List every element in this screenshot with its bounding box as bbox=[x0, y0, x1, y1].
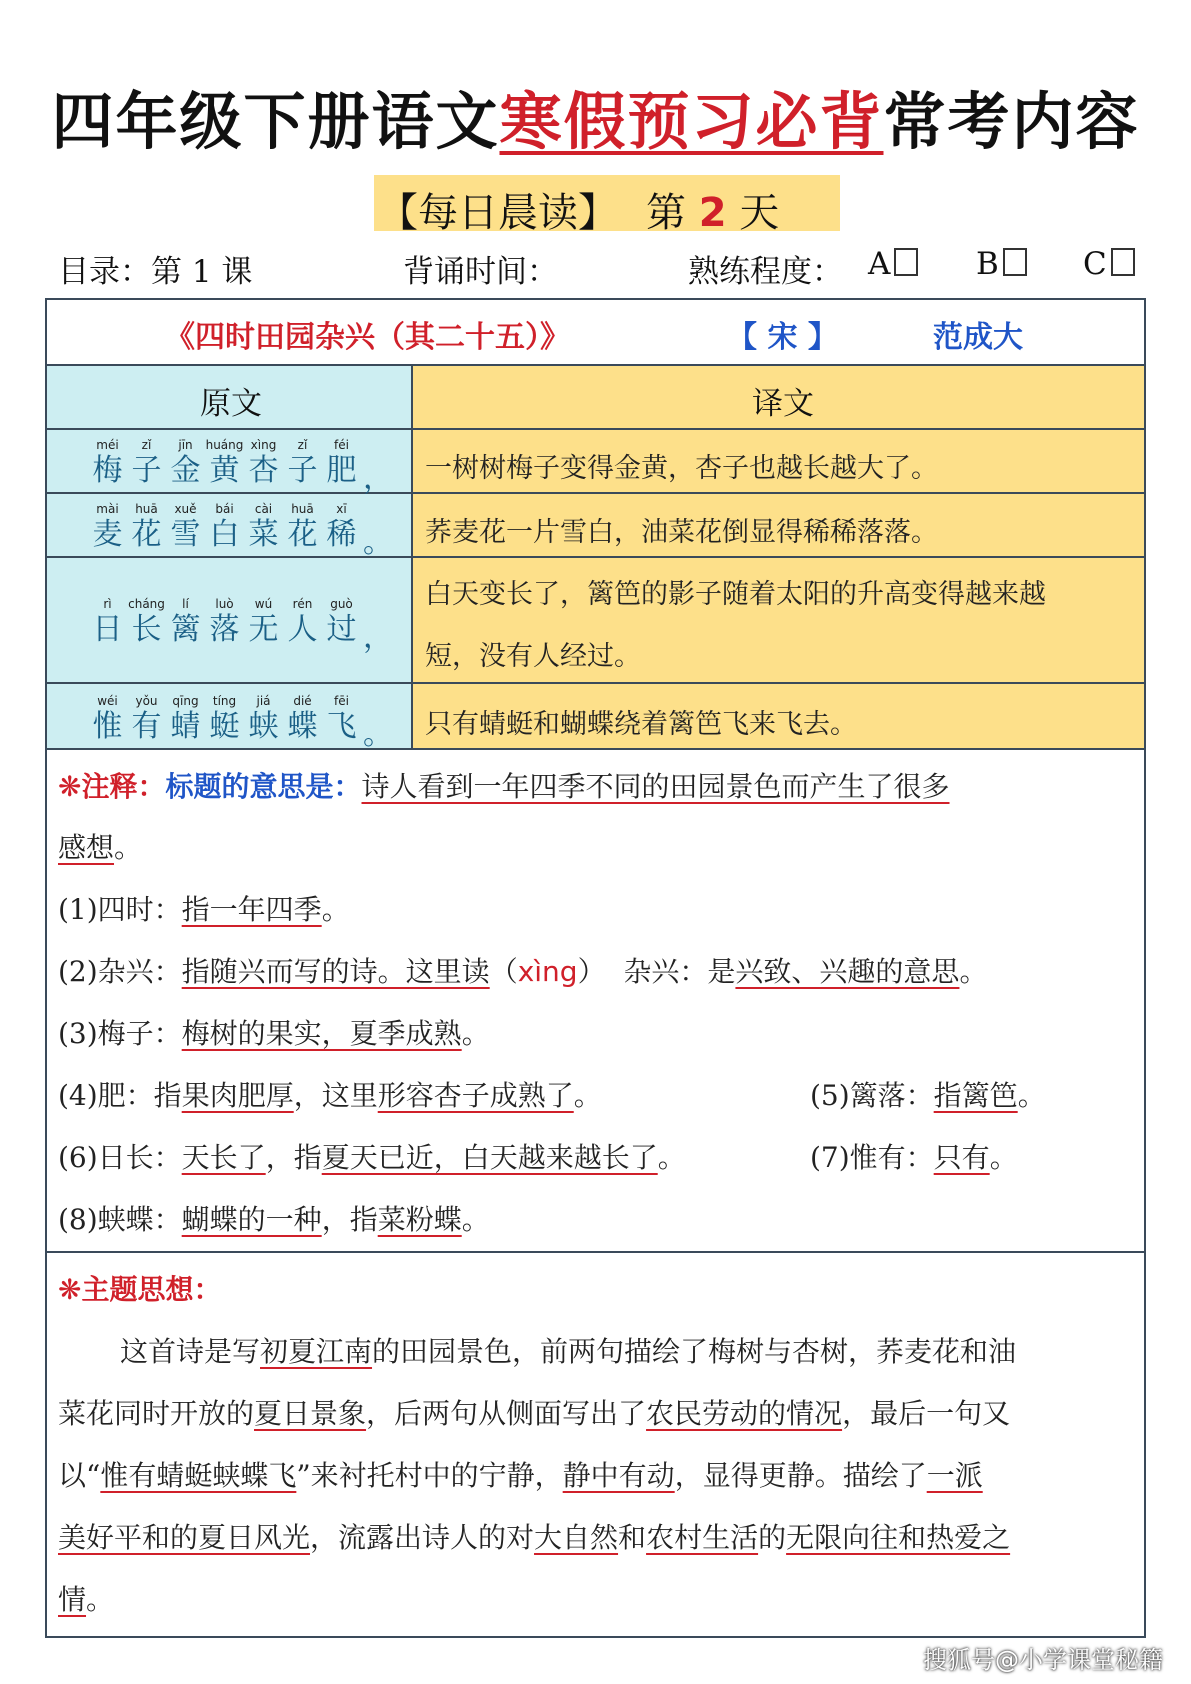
star-icon: ❋ bbox=[58, 1273, 82, 1306]
option-c-label: C bbox=[1083, 246, 1107, 282]
theme-text: 以“ bbox=[58, 1459, 101, 1492]
theme-text: 情 bbox=[58, 1583, 87, 1616]
note-text: 夏天已近，白天越来越长了 bbox=[321, 1141, 658, 1174]
poem-char bbox=[244, 502, 283, 553]
period: 。 bbox=[461, 1203, 490, 1236]
period: 。 bbox=[989, 1141, 1018, 1174]
poem-char bbox=[322, 694, 361, 745]
note-4 bbox=[58, 1074, 602, 1114]
hanzi: 惟 bbox=[92, 709, 123, 744]
theme-text: ”来衬托村中的宁静， bbox=[296, 1459, 563, 1492]
watermark: 搜狐号@小学课堂秘籍 bbox=[923, 1646, 1163, 1674]
note-5 bbox=[810, 1074, 1046, 1114]
poem-char bbox=[322, 597, 361, 648]
poem-char bbox=[283, 438, 322, 489]
theme-line-5 bbox=[58, 1578, 114, 1618]
paren: ） bbox=[577, 955, 606, 988]
divider bbox=[45, 428, 1146, 430]
column-header-original: 原文 bbox=[200, 386, 262, 422]
option-a[interactable] bbox=[868, 246, 918, 282]
theme-line-2 bbox=[58, 1392, 1010, 1432]
hanzi: 金 bbox=[170, 453, 201, 488]
note-label: (1)四时： bbox=[58, 893, 182, 926]
note-label: (8)蛱蝶： bbox=[58, 1203, 182, 1236]
daily-reading-banner bbox=[374, 175, 840, 236]
hanzi: 黄 bbox=[209, 453, 240, 488]
title-prefix: 四年级下册语文 bbox=[51, 85, 500, 158]
note-text: 指篱笆 bbox=[933, 1079, 1018, 1112]
theme-text: 的田园景色，前两句描绘了梅树与杏树，荞麦花和油 bbox=[372, 1335, 1017, 1368]
hanzi: 子 bbox=[287, 453, 318, 488]
note-text: 形容杏子成熟了 bbox=[377, 1079, 574, 1112]
divider bbox=[45, 682, 1146, 684]
hanzi: 日 bbox=[92, 612, 123, 647]
translation-3b: 短，没有人经过。 bbox=[425, 641, 641, 672]
notes-title-line-2 bbox=[58, 826, 142, 866]
note-text: ，指 bbox=[265, 1141, 322, 1174]
banner-label: 【每日晨读】 bbox=[378, 190, 618, 236]
theme-text: 美好平和的夏日风光 bbox=[58, 1521, 311, 1554]
option-b-checkbox[interactable] bbox=[1003, 248, 1027, 276]
hanzi: 过 bbox=[326, 612, 357, 647]
note-label: (2)杂兴： bbox=[58, 955, 182, 988]
divider bbox=[45, 492, 1146, 494]
theme-text: ，流露出诗人的对 bbox=[310, 1521, 535, 1554]
poem-char bbox=[283, 597, 322, 648]
hanzi: 麦 bbox=[92, 517, 123, 552]
pinyin: méi bbox=[96, 438, 119, 452]
note-label: (4)肥： bbox=[58, 1079, 154, 1112]
title-meaning-label: 标题的意思是： bbox=[165, 770, 362, 803]
catalog-label: 目录：第 1 课 bbox=[58, 254, 253, 290]
period: 。 bbox=[321, 893, 350, 926]
period: 。 bbox=[959, 955, 988, 988]
poem-char bbox=[166, 597, 205, 648]
hanzi: 子 bbox=[131, 453, 162, 488]
title-meaning-text-2: 感想 bbox=[58, 831, 115, 864]
pinyin: lí bbox=[182, 597, 189, 611]
poem-char bbox=[88, 502, 127, 553]
hanzi: 蜓 bbox=[209, 709, 240, 744]
note-label: (5)篱落： bbox=[810, 1079, 934, 1112]
note-6 bbox=[58, 1136, 686, 1176]
pinyin: féi bbox=[334, 438, 349, 452]
note-text: 菜粉蝶 bbox=[377, 1203, 462, 1236]
pinyin: tíng bbox=[212, 694, 237, 708]
pinyin: xī bbox=[336, 502, 347, 516]
poem-char bbox=[244, 694, 283, 745]
poem-line-3 bbox=[88, 597, 361, 648]
pinyin: cháng bbox=[128, 597, 165, 611]
theme-text: 的 bbox=[758, 1521, 787, 1554]
theme-text: ，显得更静。描绘了 bbox=[674, 1459, 927, 1492]
poem-dynasty: 【 宋 】 bbox=[727, 320, 838, 355]
pinyin: luò bbox=[215, 597, 234, 611]
note-label: 杂兴：是 bbox=[623, 955, 736, 988]
paren: （ bbox=[489, 955, 518, 988]
theme-line-4 bbox=[58, 1516, 1010, 1556]
pinyin: fēi bbox=[334, 694, 349, 708]
note-text: 指一年四季 bbox=[181, 893, 322, 926]
banner-day-suffix: 天 bbox=[739, 190, 780, 236]
poem-char bbox=[166, 694, 205, 745]
poem-punct: 。 bbox=[363, 717, 393, 752]
note-text: 只有 bbox=[933, 1141, 990, 1174]
hanzi: 有 bbox=[131, 709, 162, 744]
page-title bbox=[0, 72, 1191, 161]
pinyin: huā bbox=[291, 502, 314, 516]
option-a-checkbox[interactable] bbox=[894, 248, 918, 276]
note-label: (6)日长： bbox=[58, 1141, 182, 1174]
pinyin: dié bbox=[293, 694, 312, 708]
note-text: 梅树的果实，夏季成熟 bbox=[181, 1017, 462, 1050]
period: 。 bbox=[114, 831, 143, 864]
pinyin: rì bbox=[103, 597, 112, 611]
theme-text: 初夏江南 bbox=[260, 1335, 373, 1368]
star-icon: ❋ bbox=[58, 770, 82, 803]
option-a-label: A bbox=[868, 246, 891, 282]
hanzi: 花 bbox=[131, 517, 162, 552]
hanzi: 蜻 bbox=[170, 709, 201, 744]
hanzi: 篱 bbox=[170, 612, 201, 647]
title-suffix: 常考内容 bbox=[883, 85, 1140, 158]
note-7 bbox=[810, 1136, 1018, 1176]
theme-text: ，后两句从侧面写出了 bbox=[366, 1397, 647, 1430]
option-b[interactable] bbox=[976, 246, 1027, 282]
hanzi: 肥 bbox=[326, 453, 357, 488]
pinyin: cài bbox=[254, 502, 273, 516]
hanzi: 雪 bbox=[170, 517, 201, 552]
poem-char bbox=[322, 438, 361, 489]
pinyin: xìng bbox=[250, 438, 277, 452]
recite-time-label: 背诵时间： bbox=[403, 254, 558, 290]
poem-punct: ， bbox=[363, 620, 393, 655]
pinyin: rén bbox=[292, 597, 313, 611]
note-label: (7)惟有： bbox=[810, 1141, 934, 1174]
note-text: ，这里 bbox=[293, 1079, 378, 1112]
poem-char bbox=[205, 597, 244, 648]
period: 。 bbox=[657, 1141, 686, 1174]
poem-char bbox=[244, 438, 283, 489]
title-meaning-text: 诗人看到一年四季不同的田园景色而产生了很多 bbox=[361, 770, 950, 803]
poem-char bbox=[322, 502, 361, 553]
column-divider bbox=[411, 364, 413, 750]
poem-char bbox=[88, 597, 127, 648]
note-pinyin: xìng bbox=[517, 955, 578, 988]
note-text: 蝴蝶的一种 bbox=[181, 1203, 322, 1236]
poem-char bbox=[205, 694, 244, 745]
note-text: 指随兴而写的诗。这里读 bbox=[181, 955, 490, 988]
hanzi: 无 bbox=[248, 612, 279, 647]
pinyin: zǐ bbox=[297, 438, 308, 452]
pinyin: jīn bbox=[178, 438, 193, 452]
note-text: 天长了 bbox=[181, 1141, 266, 1174]
poem-line-2 bbox=[88, 502, 361, 553]
pinyin: huáng bbox=[205, 438, 244, 452]
banner-day-prefix: 第 bbox=[646, 190, 686, 236]
translation-1: 一树树梅子变得金黄，杏子也越长越大了。 bbox=[425, 453, 938, 484]
poem-title: 《四时田园杂兴（其二十五）》 bbox=[165, 320, 570, 355]
translation-4: 只有蜻蜓和蝴蝶绕着篱笆飞来飞去。 bbox=[425, 709, 857, 740]
notes-label: 注释： bbox=[81, 770, 166, 803]
hanzi: 菜 bbox=[248, 517, 279, 552]
option-b-label: B bbox=[976, 246, 999, 282]
poem-char bbox=[127, 694, 166, 745]
poem-char bbox=[166, 502, 205, 553]
pinyin: zǐ bbox=[141, 438, 152, 452]
theme-text: 无限向往和热爱之 bbox=[786, 1521, 1011, 1554]
note-1 bbox=[58, 888, 350, 928]
hanzi: 白 bbox=[209, 517, 240, 552]
theme-text: 农民劳动的情况 bbox=[646, 1397, 843, 1430]
note-text: 指 bbox=[153, 1079, 182, 1112]
theme-text: 静中有动 bbox=[562, 1459, 675, 1492]
theme-text: 这首诗是写 bbox=[120, 1335, 261, 1368]
poem-char bbox=[283, 694, 322, 745]
pinyin: qīng bbox=[172, 694, 199, 708]
poem-punct: 。 bbox=[363, 525, 393, 560]
theme-text: ，最后一句又 bbox=[842, 1397, 1011, 1430]
period: 。 bbox=[573, 1079, 602, 1112]
theme-label: 主题思想： bbox=[81, 1273, 222, 1306]
note-label: (3)梅子： bbox=[58, 1017, 182, 1050]
poem-char bbox=[127, 438, 166, 489]
poem-char bbox=[244, 597, 283, 648]
theme-heading bbox=[58, 1268, 221, 1308]
theme-text: 大自然 bbox=[534, 1521, 619, 1554]
hanzi: 花 bbox=[287, 517, 318, 552]
translation-3a: 白天变长了，篱笆的影子随着太阳的升高变得越来越 bbox=[425, 579, 1046, 610]
theme-text: 农村生活 bbox=[646, 1521, 759, 1554]
poem-char bbox=[283, 502, 322, 553]
note-text: 兴致、兴趣的意思 bbox=[735, 955, 960, 988]
theme-line-1 bbox=[120, 1330, 1016, 1370]
note-2 bbox=[58, 950, 987, 990]
hanzi: 蝶 bbox=[287, 709, 318, 744]
pinyin: mài bbox=[96, 502, 119, 516]
pinyin: guò bbox=[330, 597, 353, 611]
poem-line-4 bbox=[88, 694, 361, 745]
hanzi: 杏 bbox=[248, 453, 279, 488]
hanzi: 落 bbox=[209, 612, 240, 647]
theme-line-3 bbox=[58, 1454, 983, 1494]
title-highlight: 寒假预习必背 bbox=[499, 85, 884, 158]
pinyin: wéi bbox=[97, 694, 118, 708]
note-3 bbox=[58, 1012, 490, 1052]
hanzi: 梅 bbox=[92, 453, 123, 488]
banner-day-number: 2 bbox=[698, 190, 727, 236]
proficiency-label: 熟练程度： bbox=[688, 254, 843, 290]
poem-char bbox=[205, 438, 244, 489]
option-c[interactable] bbox=[1083, 246, 1135, 282]
pinyin: jiá bbox=[256, 694, 271, 708]
pinyin: yǒu bbox=[135, 694, 158, 708]
hanzi: 飞 bbox=[326, 709, 357, 744]
theme-text: 夏日景象 bbox=[254, 1397, 367, 1430]
poem-line-1 bbox=[88, 438, 361, 489]
pinyin: bái bbox=[215, 502, 234, 516]
poem-char bbox=[166, 438, 205, 489]
divider bbox=[45, 748, 1146, 750]
divider bbox=[45, 1251, 1146, 1253]
notes-title-line bbox=[58, 765, 950, 805]
period: 。 bbox=[461, 1017, 490, 1050]
note-8 bbox=[58, 1198, 490, 1238]
poem-author: 范成大 bbox=[933, 320, 1023, 355]
pinyin: wú bbox=[254, 597, 273, 611]
period: 。 bbox=[86, 1583, 115, 1616]
translation-2: 荞麦花一片雪白，油菜花倒显得稀稀落落。 bbox=[425, 517, 938, 548]
theme-text: 惟有蜻蜓蛱蝶飞 bbox=[100, 1459, 297, 1492]
poem-char bbox=[205, 502, 244, 553]
hanzi: 长 bbox=[131, 612, 162, 647]
poem-punct: ， bbox=[363, 461, 393, 496]
theme-text: 和 bbox=[618, 1521, 647, 1554]
poem-char bbox=[127, 502, 166, 553]
divider bbox=[45, 556, 1146, 558]
pinyin: huā bbox=[135, 502, 158, 516]
theme-text: 一派 bbox=[926, 1459, 983, 1492]
poem-char bbox=[88, 694, 127, 745]
note-text: ，指 bbox=[321, 1203, 378, 1236]
hanzi: 人 bbox=[287, 612, 318, 647]
option-c-checkbox[interactable] bbox=[1111, 248, 1135, 276]
note-text: 果肉肥厚 bbox=[181, 1079, 294, 1112]
theme-text: 菜花同时开放的 bbox=[58, 1397, 255, 1430]
hanzi: 蛱 bbox=[248, 709, 279, 744]
poem-title-row bbox=[45, 308, 1146, 364]
banner-day bbox=[646, 181, 779, 238]
pinyin: xuě bbox=[174, 502, 197, 516]
column-header-translation: 译文 bbox=[752, 386, 814, 422]
poem-char bbox=[88, 438, 127, 489]
divider bbox=[45, 364, 1146, 366]
period: 。 bbox=[1017, 1079, 1046, 1112]
poem-char bbox=[127, 597, 166, 648]
hanzi: 稀 bbox=[326, 517, 357, 552]
